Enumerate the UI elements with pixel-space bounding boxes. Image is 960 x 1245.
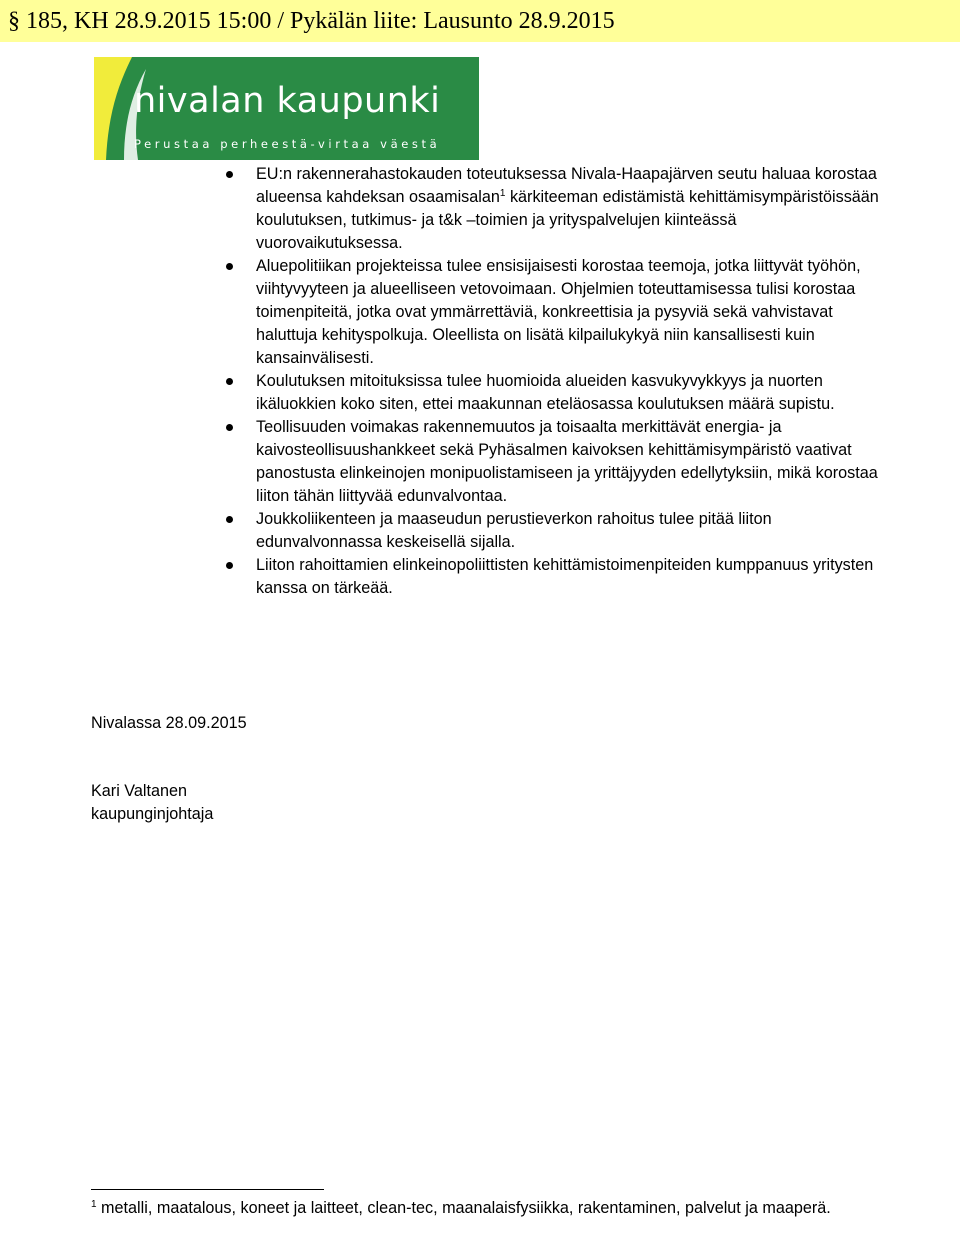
logo-name: nivalan kaupunki — [134, 81, 441, 121]
bullet-text-continued: kärkiteeman edistämistä kehittämisympäristöissään koulutuksen, tutkimus- ja t&k –toimien ja yrityspalvelujen kiinteässä vuorovaikutuksessa. — [256, 188, 879, 252]
bullet-icon — [226, 424, 233, 431]
bullet-icon — [226, 562, 233, 569]
signature-title: kaupunginjohtaja — [91, 805, 214, 823]
bullet-text: Teollisuuden voimakas rakennemuutos ja toisaalta merkittävät energia- ja kaivosteollisuushankkeet sekä Pyhäsalmen kaivoksen kehittämisympäristö vaativat panostusta elinkeinojen monipuolistamiseen ja yrittäjyyden edellytyksiin, mikä korostaa liiton tähän liittyvää edunvalvontaa. — [256, 418, 878, 505]
statement-bullet-list — [226, 163, 886, 600]
bullet-item — [226, 370, 886, 416]
footnote — [91, 1197, 891, 1220]
bullet-text: EU:n rakennerahastokauden toteutuksessa Nivala-Haapajärven seutu haluaa korostaa alueensa kahdeksan osaamisalan — [256, 165, 877, 206]
logo-slogan: Perustaa perheestä-virtaa väestä — [134, 137, 441, 151]
bullet-icon — [226, 378, 233, 385]
bullet-item — [226, 554, 886, 600]
nivalan-kaupunki-logo — [94, 57, 479, 160]
footnote-marker: 1 — [91, 1199, 97, 1210]
bullet-item — [226, 416, 886, 508]
footnote-text: metalli, maatalous, koneet ja laitteet, clean-tec, maanalaisfysiikka, rakentaminen, palvelut ja maaperä. — [96, 1199, 831, 1217]
bullet-text: Joukkoliikenteen ja maaseudun perustieverkon rahoitus tulee pitää liiton edunvalvonnassa keskeisellä sijalla. — [256, 510, 772, 551]
bullet-icon — [226, 516, 233, 523]
document-header-bar — [0, 0, 960, 42]
document-header-text: § 185, KH 28.9.2015 15:00 / Pykälän liite: Lausunto 28.9.2015 — [8, 8, 615, 34]
bullet-item — [226, 163, 886, 255]
bullet-item — [226, 508, 886, 554]
bullet-text: Aluepolitiikan projekteissa tulee ensisijaisesti korostaa teemoja, jotka liittyvät työhön, viihtyvyyteen ja alueelliseen vetovoimaan. Ohjelmien toteuttamisessa tulisi korostaa toimenpiteitä, jotka ovat ymmärrettäviä, konkreettisia ja pysyviä sekä vahvistavat haluttuja kehityspolkuja. Oleellista on lisätä kilpailukykyä niin kansallisesti kuin kansainvälisesti. — [256, 257, 861, 367]
footnote-divider — [91, 1189, 324, 1190]
bullet-text: Liiton rahoittamien elinkeinopoliittisten kehittämistoimenpiteiden kumppanuus yritysten kanssa on tärkeää. — [256, 556, 874, 597]
signature-name: Kari Valtanen — [91, 782, 187, 800]
bullet-icon — [226, 171, 233, 178]
bullet-text: Koulutuksen mitoituksissa tulee huomioida alueiden kasvukyvykkyys ja nuorten ikäluokkien koko siten, ettei maakunnan eteläosassa koulutuksen määrä supistu. — [256, 372, 835, 413]
bullet-item — [226, 255, 886, 370]
signature-place-date: Nivalassa 28.09.2015 — [91, 714, 247, 732]
bullet-icon — [226, 263, 233, 270]
footnote-reference: 1 — [499, 188, 506, 199]
